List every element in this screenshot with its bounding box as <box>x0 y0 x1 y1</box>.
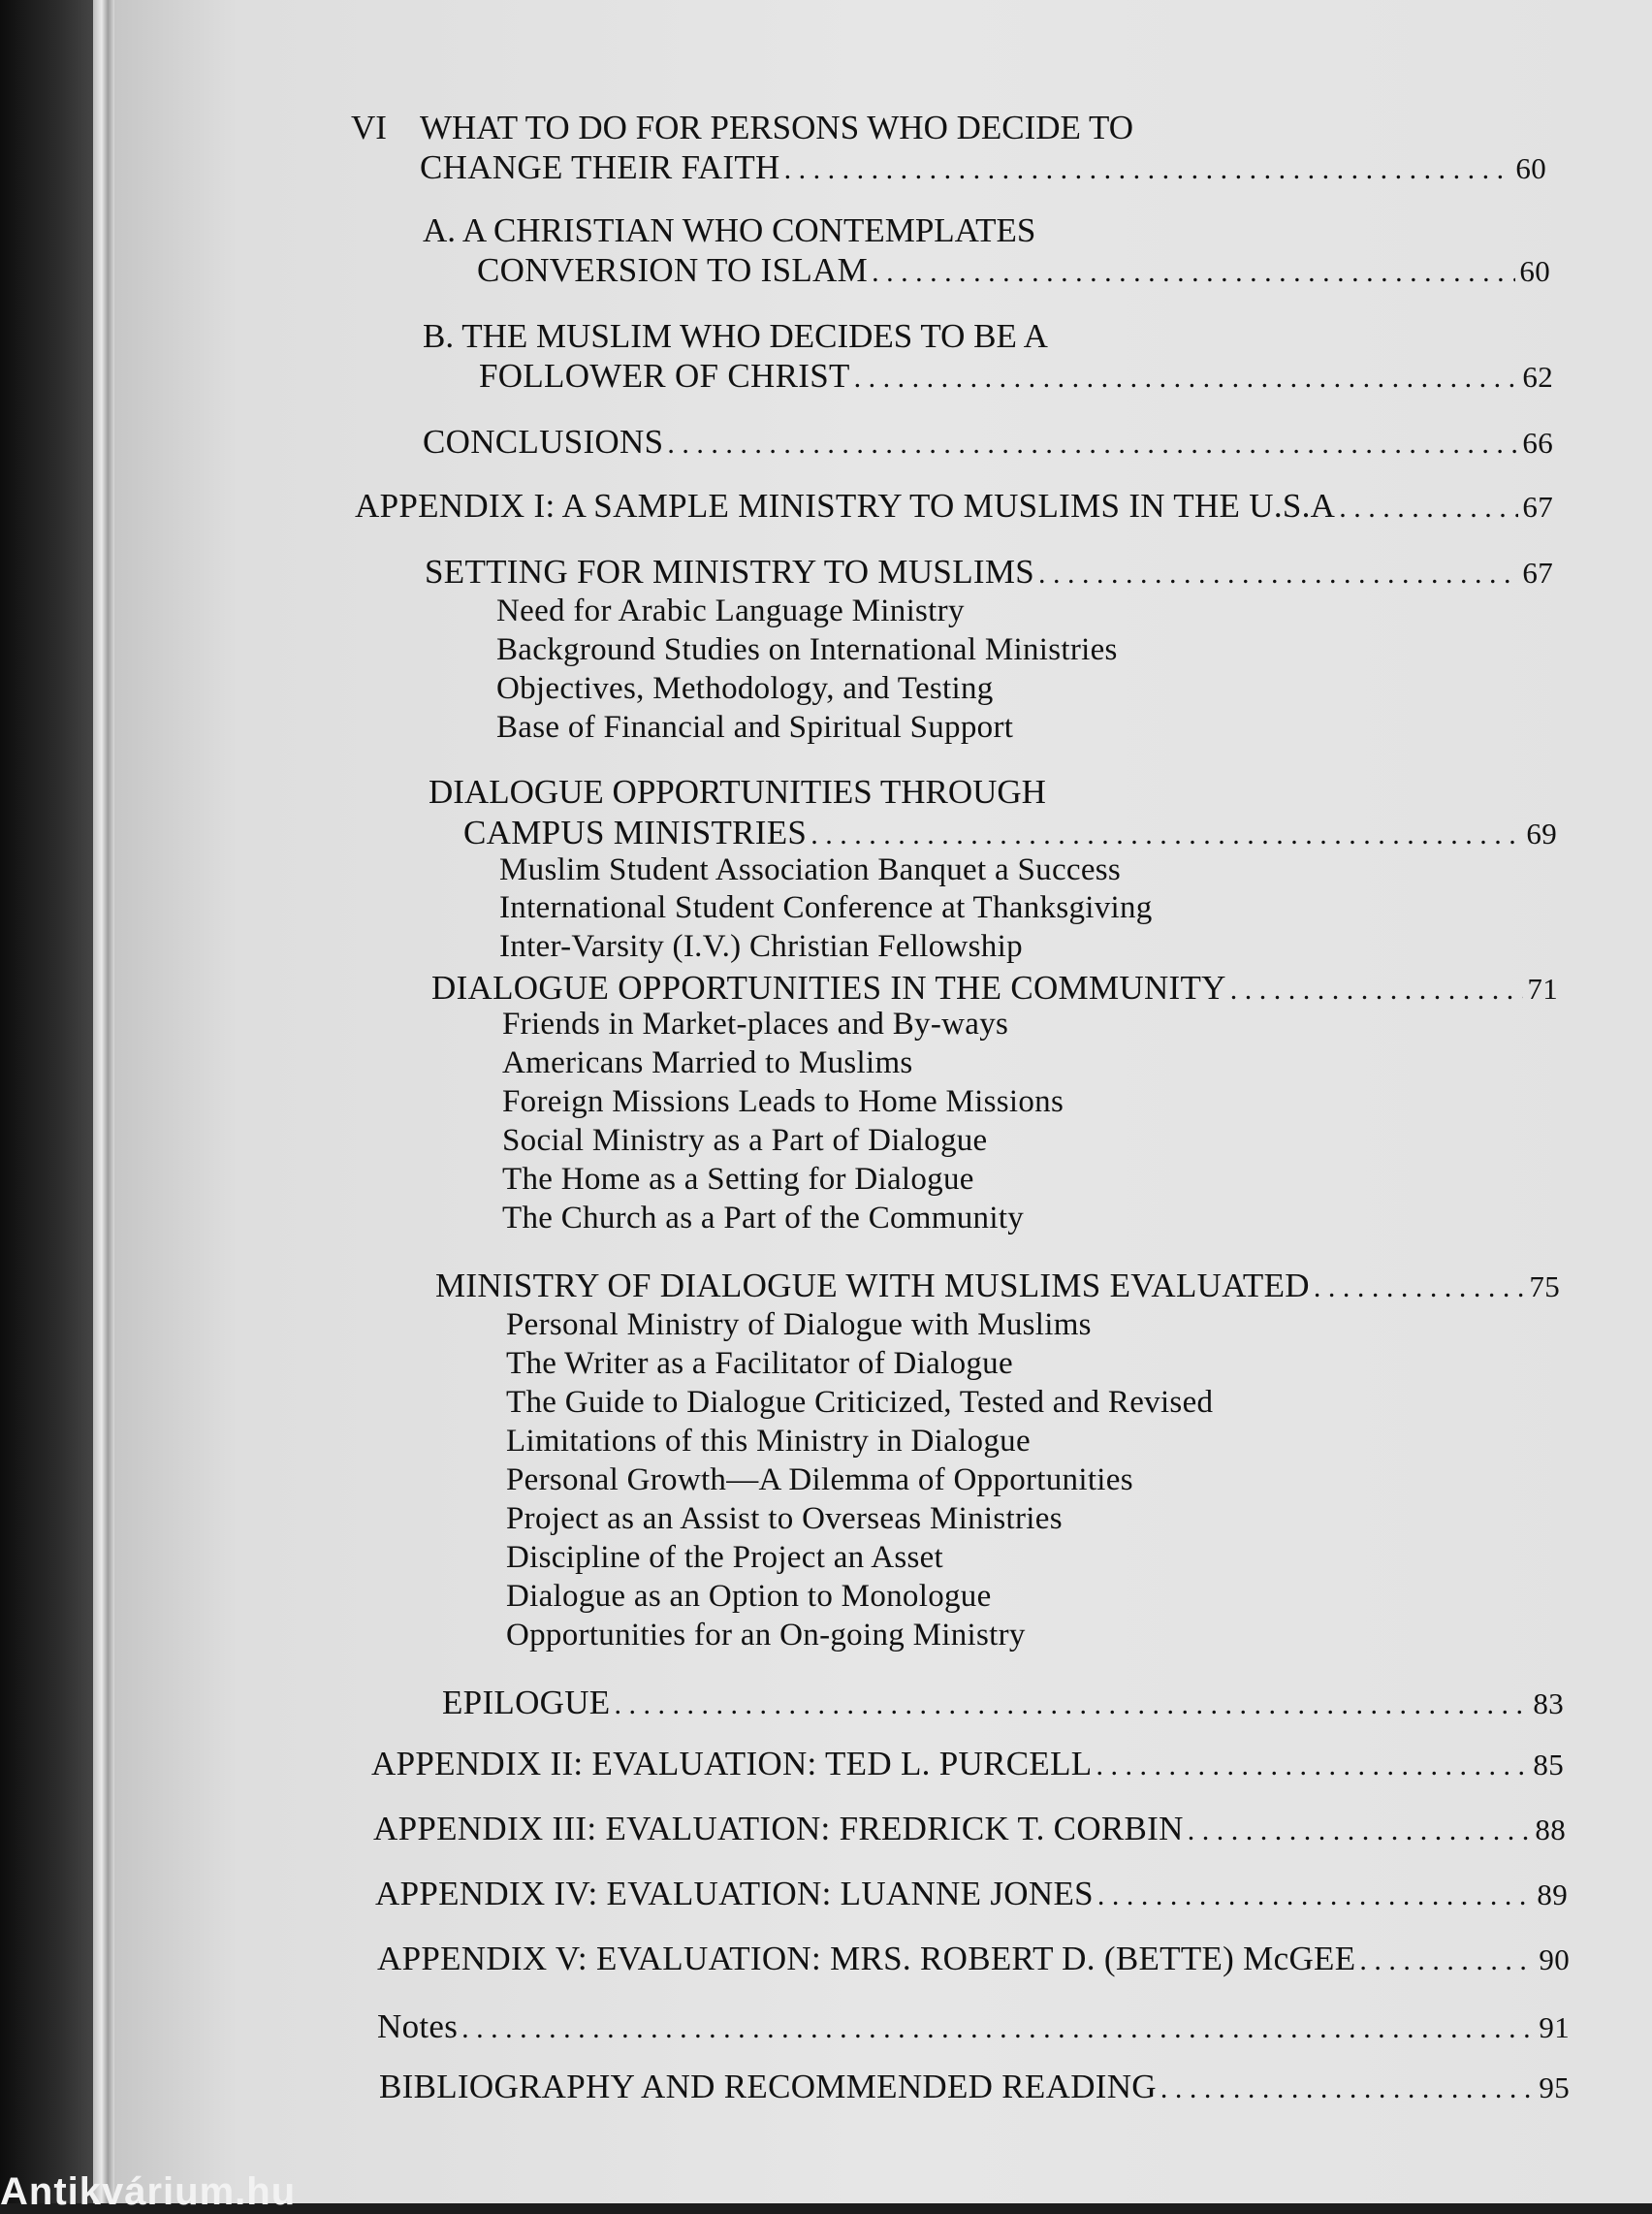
list-item: Project as an Assist to Overseas Ministries <box>506 1501 1063 1536</box>
list-item: Personal Growth—A Dilemma of Opportunities <box>506 1462 1133 1497</box>
toc-entry[interactable] <box>425 553 1553 592</box>
page-number: 69 <box>1526 817 1557 850</box>
page-number: 95 <box>1539 2070 1570 2104</box>
toc-entry[interactable] <box>431 969 1558 1008</box>
page-number: 67 <box>1522 556 1553 590</box>
toc-entry[interactable] <box>373 1810 1566 1848</box>
entry-title: FOLLOWER OF CHRIST <box>479 357 850 395</box>
page-number: 85 <box>1533 1748 1564 1781</box>
entry-title: CONVERSION TO ISLAM <box>477 251 869 289</box>
leader-dots <box>784 148 1512 187</box>
list-item: Base of Financial and Spiritual Support <box>496 710 1014 745</box>
toc-entry[interactable] <box>435 1267 1560 1305</box>
entry-title: Notes <box>377 2007 459 2045</box>
subsection-a-line1: A. A CHRISTIAN WHO CONTEMPLATES <box>423 211 1036 249</box>
list-item: Muslim Student Association Banquet a Success <box>499 852 1122 887</box>
leader-dots <box>1314 1267 1526 1305</box>
toc-entry[interactable] <box>377 2007 1570 2046</box>
entry-title: APPENDIX II: EVALUATION: TED L. PURCELL <box>371 1745 1093 1782</box>
entry-title: CAMPUS MINISTRIES <box>463 814 808 851</box>
leader-dots <box>1160 2068 1536 2106</box>
entry-title: BIBLIOGRAPHY AND RECOMMENDED READING <box>379 2068 1157 2105</box>
leader-dots <box>810 814 1522 852</box>
leader-dots <box>872 251 1515 290</box>
page-number: 67 <box>1522 490 1553 524</box>
entry-title: APPENDIX III: EVALUATION: FREDRICK T. CORBIN <box>373 1810 1184 1847</box>
toc-entry[interactable] <box>477 251 1550 290</box>
entry-title: APPENDIX I: A SAMPLE MINISTRY TO MUSLIMS IN THE U.S.A <box>355 487 1336 525</box>
entry-title: APPENDIX IV: EVALUATION: LUANNE JONES <box>375 1875 1094 1912</box>
list-item: Inter-Varsity (I.V.) Christian Fellowship <box>499 929 1023 964</box>
leader-dots <box>1096 1745 1529 1783</box>
toc-entry[interactable] <box>442 1684 1564 1722</box>
leader-dots <box>1038 553 1518 592</box>
list-item: Personal Ministry of Dialogue with Muslims <box>506 1307 1092 1342</box>
section-vi-title-line1: WHAT TO DO FOR PERSONS WHO DECIDE TO <box>420 109 1134 146</box>
list-item: The Writer as a Facilitator of Dialogue <box>506 1346 1013 1381</box>
toc-entry[interactable] <box>379 2068 1570 2106</box>
list-item: Opportunities for an On-going Ministry <box>506 1618 1026 1652</box>
leader-dots <box>1188 1810 1532 1848</box>
list-item: Friends in Market-places and By-ways <box>502 1007 1009 1042</box>
page-number: 91 <box>1539 2010 1570 2044</box>
list-item: Discipline of the Project an Asset <box>506 1540 944 1575</box>
toc-entry[interactable] <box>423 423 1553 462</box>
leader-dots <box>615 1684 1530 1722</box>
leader-dots <box>1359 1940 1535 1978</box>
list-item: The Guide to Dialogue Criticized, Tested and Revised <box>506 1385 1214 1420</box>
campus-heading-line1: DIALOGUE OPPORTUNITIES THROUGH <box>429 773 1046 811</box>
list-item: Dialogue as an Option to Monologue <box>506 1579 992 1614</box>
toc-entry[interactable] <box>377 1940 1570 1978</box>
entry-title: DIALOGUE OPPORTUNITIES IN THE COMMUNITY <box>431 969 1226 1007</box>
page-number: 75 <box>1529 1269 1560 1303</box>
entry-title: APPENDIX V: EVALUATION: MRS. ROBERT D. (BETTE) McGEE <box>377 1940 1356 1977</box>
toc-entry[interactable] <box>371 1745 1564 1783</box>
page-number: 60 <box>1519 254 1550 288</box>
list-item: Limitations of this Ministry in Dialogue <box>506 1424 1031 1459</box>
list-item: Americans Married to Muslims <box>502 1045 913 1080</box>
entry-title: CHANGE THEIR FAITH <box>420 148 780 186</box>
page-number: 66 <box>1522 426 1553 460</box>
leader-dots <box>854 357 1519 396</box>
toc-entry[interactable] <box>355 487 1553 526</box>
page-number: 62 <box>1522 360 1553 394</box>
toc-entry[interactable] <box>463 814 1557 852</box>
toc-entry[interactable] <box>479 357 1553 396</box>
toc-entry[interactable] <box>420 148 1546 187</box>
list-item: The Home as a Setting for Dialogue <box>502 1162 974 1197</box>
page-number: 60 <box>1515 151 1546 185</box>
leader-dots <box>1230 969 1524 1008</box>
subsection-b-line1: B. THE MUSLIM WHO DECIDES TO BE A <box>423 317 1048 355</box>
leader-dots <box>667 423 1518 462</box>
leader-dots <box>461 2007 1535 2046</box>
list-item: Objectives, Methodology, and Testing <box>496 671 994 706</box>
page-number: 88 <box>1535 1813 1566 1846</box>
entry-title: SETTING FOR MINISTRY TO MUSLIMS <box>425 553 1035 591</box>
page-number: 83 <box>1533 1686 1564 1720</box>
list-item: Need for Arabic Language Ministry <box>496 594 965 628</box>
entry-title: CONCLUSIONS <box>423 423 664 461</box>
list-item: Foreign Missions Leads to Home Missions <box>502 1084 1064 1119</box>
list-item: International Student Conference at Thanksgiving <box>499 890 1153 925</box>
section-vi-number: VI <box>351 109 387 146</box>
entry-title: MINISTRY OF DIALOGUE WITH MUSLIMS EVALUATED <box>435 1267 1310 1304</box>
toc-entry[interactable] <box>375 1875 1568 1913</box>
leader-dots <box>1339 487 1518 526</box>
watermark: Antikvárium.hu <box>0 2170 297 2213</box>
entry-title: EPILOGUE <box>442 1684 611 1721</box>
page-number: 71 <box>1527 972 1558 1006</box>
list-item: The Church as a Part of the Community <box>502 1201 1025 1235</box>
page-number: 90 <box>1539 1942 1570 1976</box>
list-item: Social Ministry as a Part of Dialogue <box>502 1123 988 1158</box>
leader-dots <box>1097 1875 1534 1913</box>
list-item: Background Studies on International Ministries <box>496 632 1118 667</box>
page-number: 89 <box>1537 1877 1568 1911</box>
